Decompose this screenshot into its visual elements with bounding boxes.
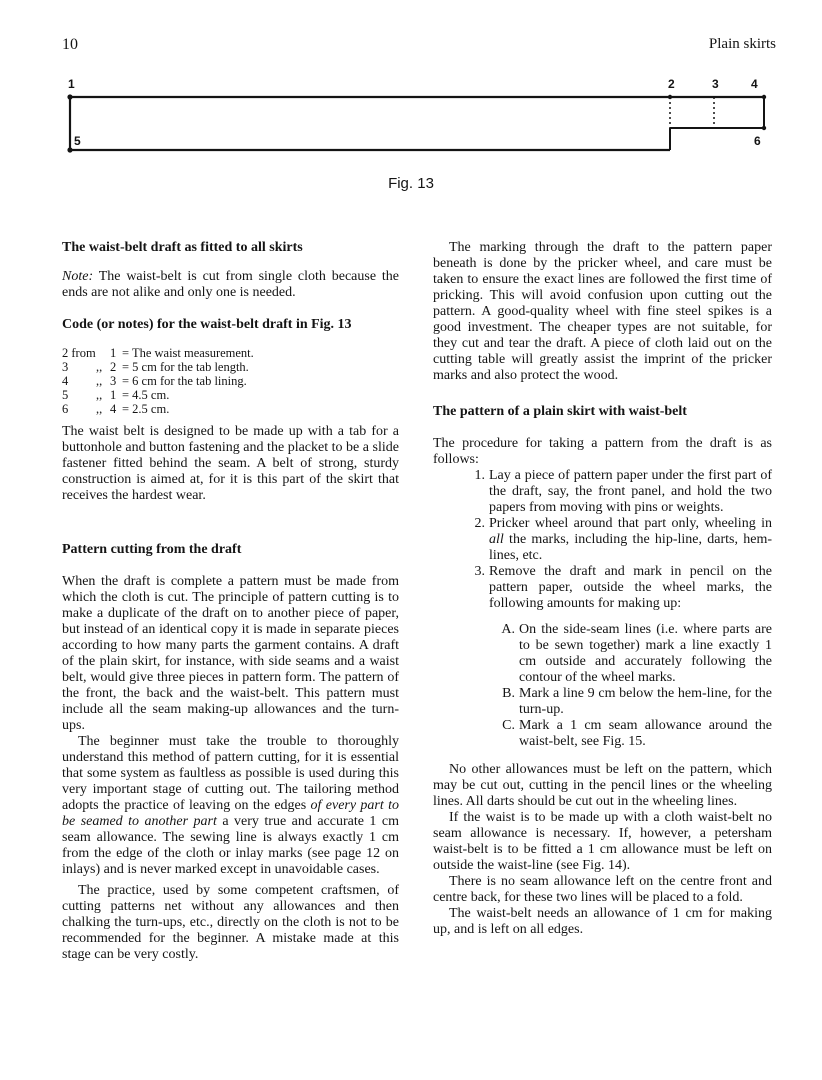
- code-to: 2: [110, 360, 117, 374]
- step-number: 2.: [474, 516, 485, 531]
- waist-allowance-paragraph: If the waist is to be made up with a cloth waist-belt no seam allowance is necessary. If, however, a petersham waist-belt is to be fitted a 1 cm allowance must be left on outside the waist-line (see Fig. 14).: [433, 810, 772, 873]
- code-from: 3: [62, 360, 69, 374]
- code-row: [62, 346, 254, 360]
- procedure-intro: The procedure for taking a pattern from the draft is as follows:: [433, 436, 772, 467]
- code-text: = 5 cm for the tab length.: [122, 360, 249, 374]
- point-label-2: 2: [668, 77, 675, 91]
- code-from: 5: [62, 388, 69, 402]
- step-text-part: Pricker wheel around that part only, wheeling in: [489, 516, 772, 531]
- paragraph-text: a very true and accurate 1 cm seam allowance. The sewing line is always exactly 1 cm from the edge of the cloth or inlay marks (see page 12 on inlays) and is never marked except in unavoidable cases.: [62, 814, 400, 877]
- section-heading-pattern-cutting: Pattern cutting from the draft: [62, 542, 242, 557]
- step-text: Lay a piece of pattern paper under the first part of the draft, say, the front panel, and hold the two papers from moving with pins or weights.: [489, 468, 772, 515]
- code-row: [62, 402, 254, 416]
- code-to: 4: [110, 402, 117, 416]
- code-ditto: ,,: [96, 374, 103, 388]
- point-label-5: 5: [74, 134, 81, 148]
- code-table: [62, 346, 254, 416]
- step-text-emphasis: all: [489, 532, 504, 547]
- figure-caption: Fig. 13: [388, 175, 434, 192]
- page-number: 10: [62, 36, 78, 53]
- substep-letter: A.: [501, 622, 515, 637]
- waist-belt-draft-figure: [0, 0, 822, 200]
- point-label-6: 6: [754, 134, 761, 148]
- code-ditto: ,,: [96, 402, 103, 416]
- note-text: The waist-belt is cut from single cloth because the ends are not alike and only one is needed.: [62, 269, 399, 300]
- point-5-dot: [67, 147, 72, 152]
- point-label-1: 1: [68, 77, 75, 91]
- step-text-part: the marks, including the hip-line, darts, hem-lines, etc.: [489, 532, 772, 563]
- step-1: [433, 468, 772, 516]
- code-row: [62, 374, 254, 388]
- point-label-3: 3: [712, 77, 719, 91]
- substep-c: [433, 718, 772, 750]
- running-title: Plain skirts: [708, 36, 776, 52]
- centre-fold-paragraph: There is no seam allowance left on the centre front and centre back, for these two lines will be placed to a fold.: [433, 874, 772, 905]
- substep-a: [433, 622, 772, 686]
- point-6-dot: [762, 126, 766, 130]
- pattern-cutting-paragraph-2: [62, 734, 399, 878]
- section-heading-plain-skirt-pattern: The pattern of a plain skirt with waist-belt: [433, 404, 687, 419]
- code-to: 3: [110, 374, 117, 388]
- code-from: 2 from: [62, 346, 96, 360]
- code-text: = 2.5 cm.: [122, 402, 170, 416]
- substep-letter: C.: [502, 718, 515, 733]
- code-row: [62, 360, 254, 374]
- right-column: [433, 240, 772, 938]
- step-text: [489, 516, 772, 564]
- code-ditto: ,,: [96, 360, 103, 374]
- point-1-dot: [67, 94, 72, 99]
- step-3: [433, 564, 772, 612]
- pricker-wheel-paragraph: The marking through the draft to the pattern paper beneath is done by the pricker wheel, and care must be taken to ensure the exact lines are followed the first time of pricking. This will avoid confusion upon cutting out the pattern. A good-quality wheel with fine steel spikes is a good investment. The cheaper types are not suitable, for they cut and tear the draft. A piece of cloth laid out on the cutting table will greatly assist the imprint of the pricker marks and also protect the wood.: [433, 240, 772, 383]
- substep-text: Mark a line 9 cm below the hem-line, for the turn-up.: [519, 686, 772, 717]
- substep-b: [433, 686, 772, 718]
- waist-belt-paragraph: The waist belt is designed to be made up with a tab for a buttonhole and button fastening and the placket to be a slide fastener fitted behind the seam. A belt of strong, sturdy construction is aimed at, for it is this part of the skirt that receives the hardest wear.: [62, 424, 399, 503]
- note-paragraph: [62, 269, 399, 301]
- step-number: 3.: [474, 564, 485, 579]
- substep-text: On the side-seam lines (i.e. where parts are to be sewn together) mark a line exactly 1 cm outside and accurately following the contour of the wheel marks.: [519, 622, 772, 685]
- section-heading-waist-belt-draft: The waist-belt draft as fitted to all skirts: [62, 240, 303, 255]
- allowances-paragraph: No other allowances must be left on the pattern, which may be cut out, cutting in the pencil lines or the wheeling lines. All darts should be cut out in the wheeling lines.: [433, 762, 772, 809]
- point-2-dot: [668, 95, 672, 99]
- step-text: Remove the draft and mark in pencil on the pattern paper, outside the wheel marks, the following amounts for making up:: [489, 564, 772, 611]
- point-label-4: 4: [751, 77, 758, 91]
- left-column: [62, 240, 399, 963]
- code-to: 1: [110, 388, 117, 402]
- step-2: [433, 516, 772, 564]
- code-row: [62, 388, 254, 402]
- step-number: 1.: [474, 468, 485, 483]
- pattern-cutting-paragraph-1: When the draft is complete a pattern must be made from which the cloth is cut. The principle of pattern cutting is to make a duplicate of the draft on to another piece of paper, but instead of an identical copy it is made in separate pieces according to how many parts the garment contains. A draft of the plain skirt, for instance, with side seams and a waist belt, would give three pieces in pattern form. The pattern of the front, the back and the waist-belt. This pattern must include all the seam making-up allowances and the turn-ups.: [62, 574, 399, 733]
- code-from: 6: [62, 402, 69, 416]
- waist-belt-allowance-paragraph: The waist-belt needs an allowance of 1 cm for making up, and is left on all edges.: [433, 906, 772, 937]
- code-text: = 6 cm for the tab lining.: [122, 374, 247, 388]
- substep-letter: B.: [502, 686, 515, 701]
- note-label: Note:: [62, 269, 94, 284]
- code-text: = 4.5 cm.: [122, 388, 170, 402]
- paragraph-emphasis: of every part to be seamed to another part: [62, 798, 399, 829]
- pattern-cutting-paragraph-3: The practice, used by some competent craftsmen, of cutting patterns net without any allowances and then chalking the turn-ups, etc., directly on the cloth is not to be recommended for the beginner. A mistake made at this stage can be very costly.: [62, 883, 399, 962]
- code-to: 1: [110, 346, 117, 360]
- code-ditto: ,,: [96, 388, 103, 402]
- section-heading-code: Code (or notes) for the waist-belt draft in Fig. 13: [62, 317, 352, 332]
- code-text: = The waist measurement.: [122, 346, 254, 360]
- point-4-dot: [762, 95, 766, 99]
- paragraph-text: The beginner must take the trouble to thoroughly understand this method of pattern cutting, for it is essential that some system as faultless as possible is used during this very important stage of cutting out. The tailoring method adopts the practice of leaving on the edges: [62, 734, 399, 813]
- substep-text: Mark a 1 cm seam allowance around the waist-belt, see Fig. 15.: [519, 718, 772, 749]
- code-from: 4: [62, 374, 69, 388]
